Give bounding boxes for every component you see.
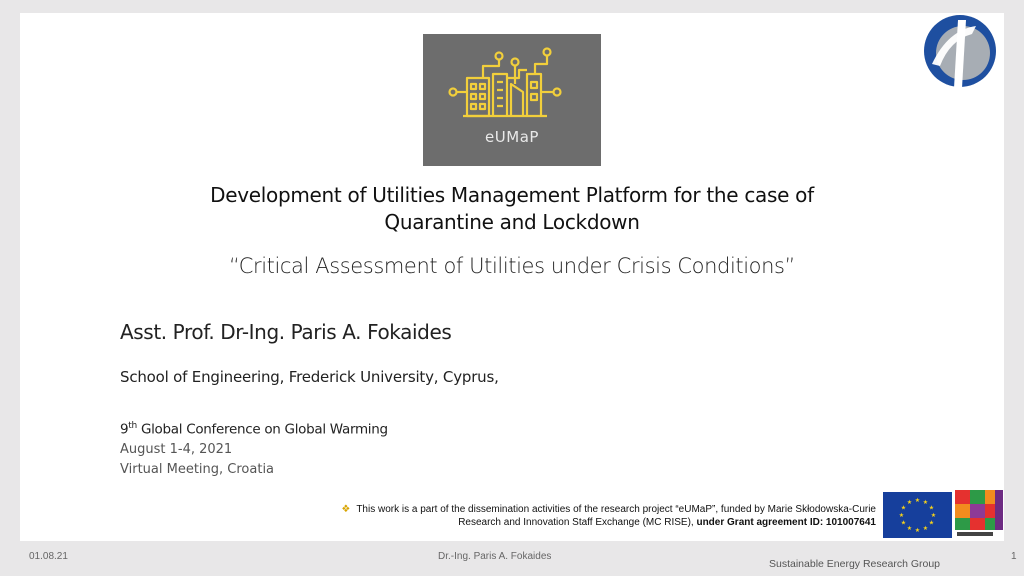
conference-date: August 1-4, 2021: [120, 442, 233, 457]
svg-text:★: ★: [900, 519, 907, 527]
slide-title: [100, 182, 924, 236]
title-line-1: Development of Utilities Management Platform for the case of: [210, 183, 814, 207]
svg-text:★: ★: [928, 504, 935, 512]
grant-agreement: under Grant agreement ID: 101007641: [696, 517, 876, 528]
project-logo-text: eUMaP: [485, 128, 539, 146]
conference-venue: Virtual Meeting, Croatia: [120, 462, 275, 477]
marie-curie-actions-logo: [955, 490, 1003, 539]
footer-research-group: Sustainable Energy Research Group: [769, 558, 941, 570]
svg-text:★: ★: [914, 527, 921, 534]
svg-text:★: ★: [906, 525, 913, 532]
svg-text:★: ★: [922, 499, 929, 506]
eu-flag-icon: [883, 492, 952, 538]
footer-date: 01.08.21: [29, 551, 68, 562]
conference-ordinal-suffix: th: [128, 421, 137, 431]
conference-title: Global Conference on Global Warming: [140, 421, 388, 438]
svg-text:★: ★: [922, 525, 929, 532]
svg-text:★: ★: [914, 497, 921, 504]
svg-text:★: ★: [898, 512, 905, 519]
svg-text:★: ★: [906, 499, 913, 506]
acknowledgement-note: [246, 503, 876, 529]
svg-text:★: ★: [900, 504, 907, 512]
acknowledgement-line-1: ❖ This work is a part of the dissemination activities of the research project “eUMaP”, funded by Marie Skłodowska-Curie: [341, 504, 876, 515]
footer-presenter: Dr.-Ing. Paris A. Fokaides: [438, 551, 552, 562]
svg-text:★: ★: [930, 512, 937, 519]
project-logo: [423, 34, 601, 166]
svg-text:★: ★: [928, 519, 935, 527]
acknowledgement-line-2: Research and Innovation Staff Exchange (MC RISE), under Grant agreement ID: 101007641: [458, 517, 876, 528]
university-logo: [918, 12, 1002, 90]
slide-subtitle: “Critical Assessment of Utilities under Crisis Conditions”: [228, 254, 796, 278]
title-line-2: Quarantine and Lockdown: [384, 210, 640, 234]
circuit-city-icon: [423, 34, 601, 134]
diamond-bullet-icon: ❖: [341, 504, 351, 515]
author-name: Asst. Prof. Dr-Ing. Paris A. Fokaides: [120, 320, 452, 344]
conference-name: [120, 421, 388, 438]
page-number: 1: [1011, 551, 1017, 562]
affiliation: School of Engineering, Frederick University, Cyprus,: [120, 368, 499, 386]
conference-ordinal: 9: [120, 421, 129, 438]
